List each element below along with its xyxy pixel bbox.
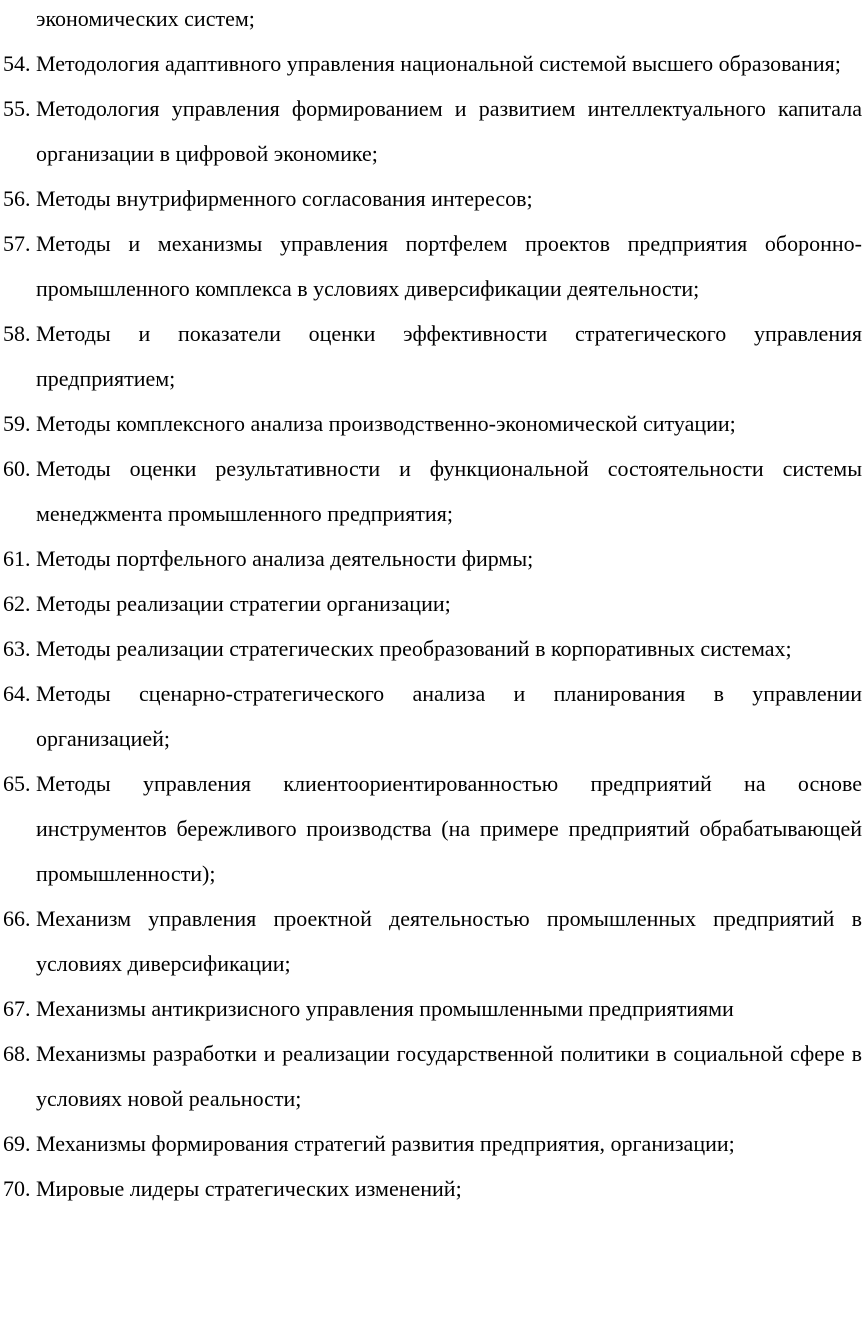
list-item (3, 1031, 862, 1121)
item-text: Методы и механизмы управления портфелем проектов предприятия оборонно-промышленного комплекса в условиях диверсификации деятельности; (36, 231, 862, 301)
item-number: 57. (3, 231, 31, 256)
item-number: 58. (3, 321, 31, 346)
item-text: Методы сценарно-стратегического анализа и планирования в управлении организацией; (36, 681, 862, 751)
topic-list (0, 41, 866, 1211)
item-number: 62. (3, 591, 31, 616)
item-number: 60. (3, 456, 31, 481)
item-text: Методология управления формированием и развитием интеллектуального капитала организации в цифровой экономике; (36, 96, 862, 166)
list-item (3, 86, 862, 176)
list-item (3, 401, 862, 446)
item-text: Методы портфельного анализа деятельности фирмы; (36, 546, 534, 571)
item-text: Методы реализации стратегических преобразований в корпоративных системах; (36, 636, 792, 661)
list-item (3, 41, 862, 86)
item-number: 67. (3, 996, 31, 1021)
item-text: Методы управления клиентоориентированностью предприятий на основе инструментов бережливого производства (на примере предприятий обрабатывающей промышленности); (36, 771, 862, 886)
item-number: 61. (3, 546, 31, 571)
list-item (3, 761, 862, 896)
list-item (3, 896, 862, 986)
item-text: Методы реализации стратегии организации; (36, 591, 451, 616)
item-number: 64. (3, 681, 31, 706)
item-text: Методы внутрифирменного согласования интересов; (36, 186, 533, 211)
item-text: Методы и показатели оценки эффективности стратегического управления предприятием; (36, 321, 862, 391)
item-text: Мировые лидеры стратегических изменений; (36, 1176, 462, 1201)
item-text: Механизм управления проектной деятельностью промышленных предприятий в условиях диверсификации; (36, 906, 862, 976)
item-number: 56. (3, 186, 31, 211)
item-number: 69. (3, 1131, 31, 1156)
item-number: 66. (3, 906, 31, 931)
list-item (3, 536, 862, 581)
item-text: Методы оценки результативности и функциональной состоятельности системы менеджмента промышленного предприятия; (36, 456, 862, 526)
item-number: 54. (3, 51, 31, 76)
item-number: 70. (3, 1176, 31, 1201)
list-item (3, 986, 862, 1031)
item-text: Механизмы разработки и реализации государственной политики в социальной сфере в условиях новой реальности; (36, 1041, 862, 1111)
item-text: Методология адаптивного управления национальной системой высшего образования; (36, 51, 841, 76)
list-item (3, 311, 862, 401)
item-number: 68. (3, 1041, 31, 1066)
list-item (3, 176, 862, 221)
list-item (3, 1166, 862, 1211)
continuation-text: экономических систем; (36, 6, 255, 31)
list-item (3, 581, 862, 626)
item-number: 63. (3, 636, 31, 661)
item-number: 55. (3, 96, 31, 121)
list-item (3, 1121, 862, 1166)
list-item (3, 221, 862, 311)
item-number: 65. (3, 771, 31, 796)
item-text: Механизмы антикризисного управления промышленными предприятиями (36, 996, 734, 1021)
list-item (3, 626, 862, 671)
item-text: Механизмы формирования стратегий развития предприятия, организации; (36, 1131, 735, 1156)
list-item (3, 671, 862, 761)
list-item (3, 446, 862, 536)
item-number: 59. (3, 411, 31, 436)
item-text: Методы комплексного анализа производственно-экономической ситуации; (36, 411, 736, 436)
